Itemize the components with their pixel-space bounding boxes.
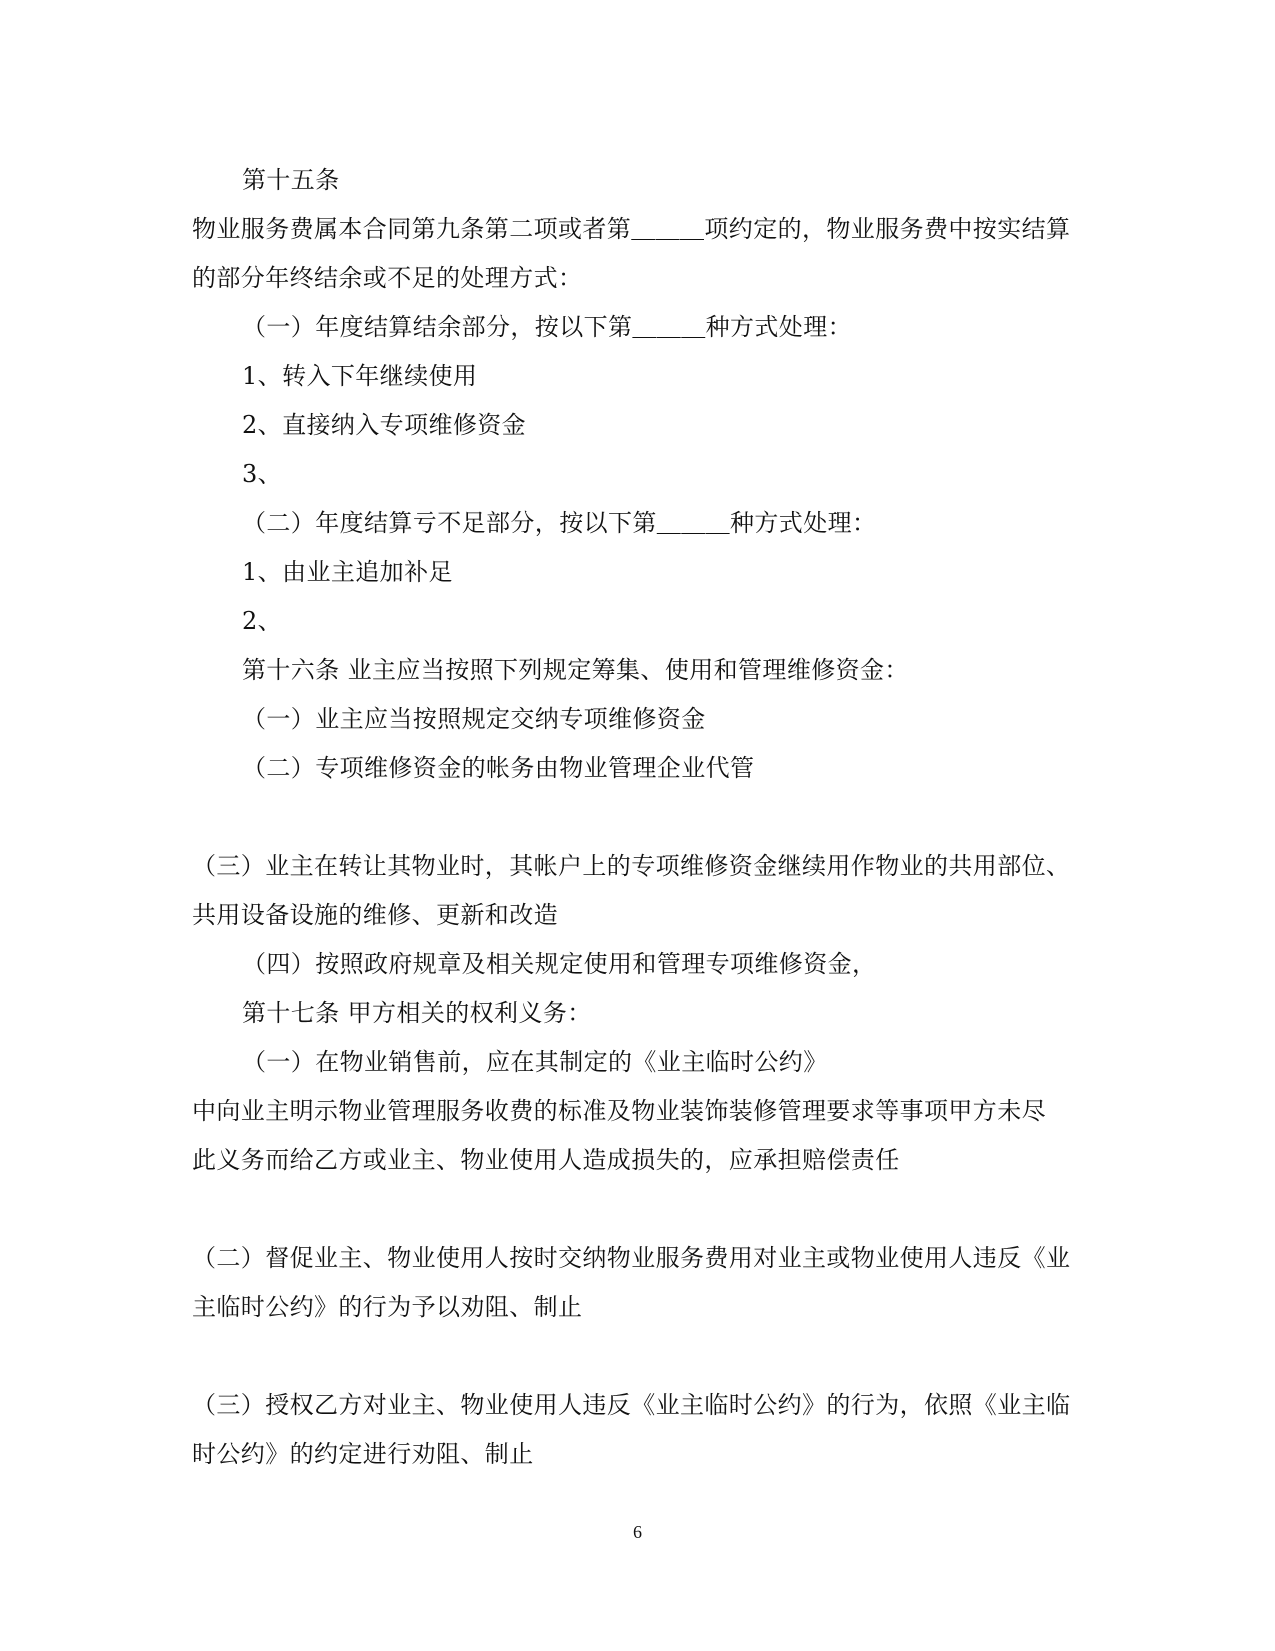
text-line: （二）专项维修资金的帐务由物业管理企业代管 (242, 754, 755, 782)
document-body (192, 156, 1072, 1479)
text-line: 中向业主明示物业管理服务收费的标准及物业装饰装修管理要求等事项甲方未尽 (192, 1097, 1046, 1125)
text-line: 物业服务费属本合同第九条第二项或者第＿＿＿项约定的，物业服务费中按实结算 (192, 215, 1071, 243)
text-line: 主临时公约》的行为予以劝阻、制止 (192, 1293, 583, 1321)
text-line: 的部分年终结余或不足的处理方式： (192, 264, 583, 292)
text-line: 3、 (242, 460, 283, 488)
text-line: 第十六条 业主应当按照下列规定筹集、使用和管理维修资金： (242, 656, 909, 684)
text-line: 第十五条 (242, 166, 340, 194)
text-line: 共用设备设施的维修、更新和改造 (192, 901, 558, 929)
text-line: （四）按照政府规章及相关规定使用和管理专项维修资金， (242, 950, 877, 978)
text-line: 2、 (242, 607, 283, 635)
text-line: 1、由业主追加补足 (242, 558, 453, 586)
text-line: 2、直接纳入专项维修资金 (242, 411, 527, 439)
text-line: （一）年度结算结余部分，按以下第＿＿＿种方式处理： (242, 313, 852, 341)
blank-line (192, 1185, 1072, 1234)
page-number: 6 (633, 1522, 642, 1542)
text-line: 第十七条 甲方相关的权利义务： (242, 999, 592, 1027)
text-line: 1、转入下年继续使用 (242, 362, 478, 390)
text-line: （二）年度结算亏不足部分，按以下第＿＿＿种方式处理： (242, 509, 877, 537)
blank-line (192, 793, 1072, 842)
text-line: （三）授权乙方对业主、物业使用人违反《业主临时公约》的行为，依照《业主临 (192, 1391, 1071, 1419)
text-line: （一）在物业销售前，应在其制定的《业主临时公约》 (242, 1048, 828, 1076)
text-line: （三）业主在转让其物业时，其帐户上的专项维修资金继续用作物业的共用部位、 (192, 852, 1071, 880)
text-line: （一）业主应当按照规定交纳专项维修资金 (242, 705, 706, 733)
text-line: 时公约》的约定进行劝阻、制止 (192, 1440, 534, 1468)
blank-line (192, 1332, 1072, 1381)
text-line: （二）督促业主、物业使用人按时交纳物业服务费用对业主或物业使用人违反《业 (192, 1244, 1071, 1272)
text-line: 此义务而给乙方或业主、物业使用人造成损失的，应承担赔偿责任 (192, 1146, 900, 1174)
